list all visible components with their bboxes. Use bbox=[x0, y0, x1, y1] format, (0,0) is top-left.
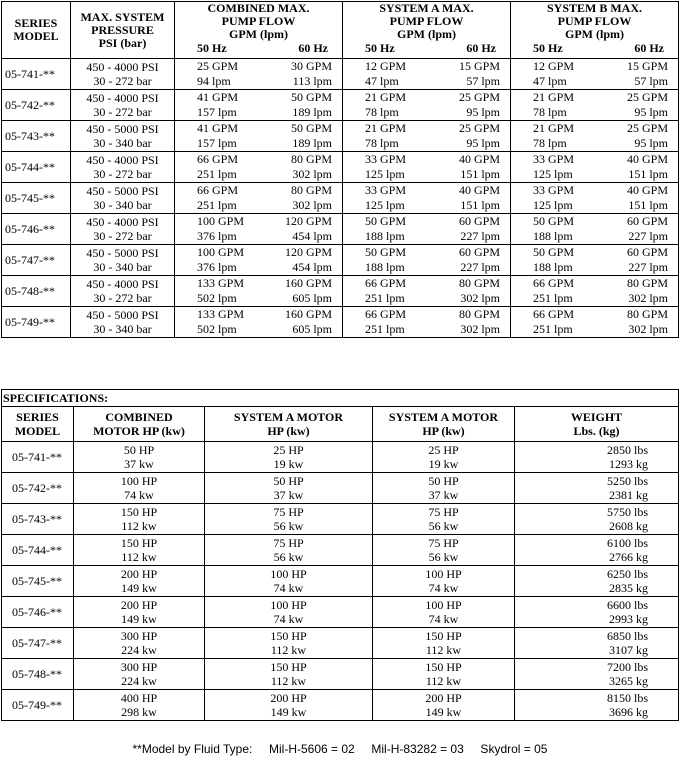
combined-flow-cell: 133 GPM 160 GPM 502 lpm 605 lpm bbox=[175, 276, 343, 307]
system-a-motor-cell: 100 HP 74 kw bbox=[205, 597, 373, 628]
fluid-type-footnote: **Model by Fluid Type: Mil-H-5606 = 02 Mil-H-83282 = 03 Skydrol = 05 bbox=[132, 742, 548, 756]
combined-motor-cell: 300 HP 224 kw bbox=[74, 659, 205, 690]
series-model-cell: 05-742-** bbox=[2, 473, 74, 504]
combined-flow-cell: 41 GPM 50 GPM 157 lpm 189 lpm bbox=[175, 121, 343, 152]
table-row bbox=[2, 566, 679, 597]
table-row bbox=[2, 59, 679, 90]
table-row bbox=[2, 90, 679, 121]
table-row bbox=[2, 183, 679, 214]
system-a-flow-cell: 33 GPM 40 GPM 125 lpm 151 lpm bbox=[343, 183, 511, 214]
table-row bbox=[2, 214, 679, 245]
table-row bbox=[2, 473, 679, 504]
system-b-flow-cell: 33 GPM 40 GPM 125 lpm 151 lpm bbox=[511, 152, 679, 183]
series-model-cell: 05-741-** bbox=[2, 442, 74, 473]
combined-motor-cell: 200 HP 149 kw bbox=[74, 597, 205, 628]
system-b-flow-cell: 21 GPM 25 GPM 78 lpm 95 lpm bbox=[511, 90, 679, 121]
pressure-cell: 450 - 4000 PSI 30 - 272 bar bbox=[71, 276, 175, 307]
system-a-motor-cell: 150 HP 112 kw bbox=[205, 659, 373, 690]
table-row bbox=[2, 276, 679, 307]
series-model-cell: 05-743-** bbox=[2, 504, 74, 535]
series-model-cell: 05-747-** bbox=[2, 245, 71, 276]
table-row bbox=[2, 659, 679, 690]
pressure-cell: 450 - 5000 PSI 30 - 340 bar bbox=[71, 121, 175, 152]
table-row bbox=[2, 535, 679, 566]
system-b-flow-cell: 21 GPM 25 GPM 78 lpm 95 lpm bbox=[511, 121, 679, 152]
system-a-motor-cell: 150 HP 112 kw bbox=[205, 628, 373, 659]
system-a-motor-cell: 75 HP 56 kw bbox=[205, 504, 373, 535]
table-row bbox=[2, 307, 679, 338]
system-a-motor-cell-2: 150 HP 112 kw bbox=[373, 659, 515, 690]
table-row bbox=[2, 597, 679, 628]
series-model-header: SERIES MODEL bbox=[2, 407, 74, 442]
system-b-flow-header: SYSTEM B MAX. PUMP FLOW GPM (lpm) 50 Hz 60 Hz bbox=[511, 2, 679, 59]
combined-motor-cell: 400 HP 298 kw bbox=[74, 690, 205, 721]
combined-motor-cell: 100 HP 74 kw bbox=[74, 473, 205, 504]
system-b-flow-cell: 66 GPM 80 GPM 251 lpm 302 lpm bbox=[511, 307, 679, 338]
pump-flow-table bbox=[1, 1, 679, 338]
system-a-motor-cell-2: 150 HP 112 kw bbox=[373, 628, 515, 659]
system-a-flow-cell: 66 GPM 80 GPM 251 lpm 302 lpm bbox=[343, 307, 511, 338]
series-model-cell: 05-749-** bbox=[2, 690, 74, 721]
combined-flow-cell: 66 GPM 80 GPM 251 lpm 302 lpm bbox=[175, 183, 343, 214]
weight-header: WEIGHT Lbs. (kg) bbox=[515, 407, 679, 442]
system-a-motor-cell: 100 HP 74 kw bbox=[205, 566, 373, 597]
system-a-motor-cell-2: 75 HP 56 kw bbox=[373, 504, 515, 535]
series-model-cell: 05-749-** bbox=[2, 307, 71, 338]
series-model-cell: 05-746-** bbox=[2, 214, 71, 245]
system-a-motor-cell: 200 HP 149 kw bbox=[205, 690, 373, 721]
table-row bbox=[2, 504, 679, 535]
series-model-cell: 05-745-** bbox=[2, 183, 71, 214]
system-a-motor-cell-2: 100 HP 74 kw bbox=[373, 566, 515, 597]
series-model-cell: 05-744-** bbox=[2, 535, 74, 566]
system-a-motor-cell-2: 50 HP 37 kw bbox=[373, 473, 515, 504]
combined-flow-cell: 133 GPM 160 GPM 502 lpm 605 lpm bbox=[175, 307, 343, 338]
combined-flow-cell: 41 GPM 50 GPM 157 lpm 189 lpm bbox=[175, 90, 343, 121]
system-b-flow-cell: 12 GPM 15 GPM 47 lpm 57 lpm bbox=[511, 59, 679, 90]
combined-flow-header: COMBINED MAX. PUMP FLOW GPM (lpm) 50 Hz 60 Hz bbox=[175, 2, 343, 59]
weight-cell: 6850 lbs 3107 kg bbox=[515, 628, 679, 659]
combined-motor-cell: 300 HP 224 kw bbox=[74, 628, 205, 659]
system-a-motor-cell-2: 25 HP 19 kw bbox=[373, 442, 515, 473]
series-model-header: SERIES MODEL bbox=[2, 2, 71, 59]
system-a-flow-cell: 12 GPM 15 GPM 47 lpm 57 lpm bbox=[343, 59, 511, 90]
table-row bbox=[2, 121, 679, 152]
max-pressure-header: MAX. SYSTEM PRESSURE PSI (bar) bbox=[71, 2, 175, 59]
system-b-flow-cell: 50 GPM 60 GPM 188 lpm 227 lpm bbox=[511, 214, 679, 245]
system-a-flow-cell: 50 GPM 60 GPM 188 lpm 227 lpm bbox=[343, 245, 511, 276]
combined-motor-cell: 200 HP 149 kw bbox=[74, 566, 205, 597]
system-a-motor-cell: 50 HP 37 kw bbox=[205, 473, 373, 504]
pressure-cell: 450 - 4000 PSI 30 - 272 bar bbox=[71, 90, 175, 121]
system-a-motor-cell: 25 HP 19 kw bbox=[205, 442, 373, 473]
series-model-cell: 05-741-** bbox=[2, 59, 71, 90]
system-a-motor-cell-2: 200 HP 149 kw bbox=[373, 690, 515, 721]
combined-flow-cell: 100 GPM 120 GPM 376 lpm 454 lpm bbox=[175, 245, 343, 276]
flow-header-row bbox=[2, 2, 679, 59]
system-b-flow-cell: 50 GPM 60 GPM 188 lpm 227 lpm bbox=[511, 245, 679, 276]
weight-cell: 6600 lbs 2993 kg bbox=[515, 597, 679, 628]
series-model-cell: 05-748-** bbox=[2, 659, 74, 690]
spec-header-row bbox=[2, 407, 679, 442]
system-a-flow-cell: 50 GPM 60 GPM 188 lpm 227 lpm bbox=[343, 214, 511, 245]
series-model-cell: 05-742-** bbox=[2, 90, 71, 121]
system-a-flow-cell: 66 GPM 80 GPM 251 lpm 302 lpm bbox=[343, 276, 511, 307]
system-a-motor-cell-2: 75 HP 56 kw bbox=[373, 535, 515, 566]
pressure-cell: 450 - 5000 PSI 30 - 340 bar bbox=[71, 183, 175, 214]
combined-motor-cell: 150 HP 112 kw bbox=[74, 504, 205, 535]
combined-flow-cell: 25 GPM 30 GPM 94 lpm 113 lpm bbox=[175, 59, 343, 90]
table-row bbox=[2, 442, 679, 473]
combined-motor-cell: 150 HP 112 kw bbox=[74, 535, 205, 566]
pressure-cell: 450 - 5000 PSI 30 - 340 bar bbox=[71, 245, 175, 276]
system-a-flow-header: SYSTEM A MAX. PUMP FLOW GPM (lpm) 50 Hz 60 Hz bbox=[343, 2, 511, 59]
series-model-cell: 05-745-** bbox=[2, 566, 74, 597]
pressure-cell: 450 - 4000 PSI 30 - 272 bar bbox=[71, 152, 175, 183]
weight-cell: 6100 lbs 2766 kg bbox=[515, 535, 679, 566]
table-row bbox=[2, 152, 679, 183]
table-row bbox=[2, 245, 679, 276]
combined-flow-cell: 66 GPM 80 GPM 251 lpm 302 lpm bbox=[175, 152, 343, 183]
weight-cell: 8150 lbs 3696 kg bbox=[515, 690, 679, 721]
system-a-flow-cell: 21 GPM 25 GPM 78 lpm 95 lpm bbox=[343, 121, 511, 152]
combined-flow-cell: 100 GPM 120 GPM 376 lpm 454 lpm bbox=[175, 214, 343, 245]
series-model-cell: 05-743-** bbox=[2, 121, 71, 152]
table-row bbox=[2, 690, 679, 721]
combined-motor-header: COMBINED MOTOR HP (kw) bbox=[74, 407, 205, 442]
table-row bbox=[2, 628, 679, 659]
system-a-motor-header: SYSTEM A MOTOR HP (kw) bbox=[205, 407, 373, 442]
series-model-cell: 05-748-** bbox=[2, 276, 71, 307]
weight-cell: 5750 lbs 2608 kg bbox=[515, 504, 679, 535]
series-model-cell: 05-747-** bbox=[2, 628, 74, 659]
pressure-cell: 450 - 4000 PSI 30 - 272 bar bbox=[71, 59, 175, 90]
weight-cell: 6250 lbs 2835 kg bbox=[515, 566, 679, 597]
weight-cell: 2850 lbs 1293 kg bbox=[515, 442, 679, 473]
system-b-flow-cell: 66 GPM 80 GPM 251 lpm 302 lpm bbox=[511, 276, 679, 307]
system-a-flow-cell: 21 GPM 25 GPM 78 lpm 95 lpm bbox=[343, 90, 511, 121]
system-a-motor-header-2: SYSTEM A MOTOR HP (kw) bbox=[373, 407, 515, 442]
system-a-motor-cell: 75 HP 56 kw bbox=[205, 535, 373, 566]
specifications-table bbox=[1, 389, 679, 721]
system-b-flow-cell: 33 GPM 40 GPM 125 lpm 151 lpm bbox=[511, 183, 679, 214]
pressure-cell: 450 - 4000 PSI 30 - 272 bar bbox=[71, 214, 175, 245]
weight-cell: 7200 lbs 3265 kg bbox=[515, 659, 679, 690]
weight-cell: 5250 lbs 2381 kg bbox=[515, 473, 679, 504]
pressure-cell: 450 - 5000 PSI 30 - 340 bar bbox=[71, 307, 175, 338]
series-model-cell: 05-746-** bbox=[2, 597, 74, 628]
series-model-cell: 05-744-** bbox=[2, 152, 71, 183]
combined-motor-cell: 50 HP 37 kw bbox=[74, 442, 205, 473]
specifications-title: SPECIFICATIONS: bbox=[2, 390, 679, 407]
system-a-flow-cell: 33 GPM 40 GPM 125 lpm 151 lpm bbox=[343, 152, 511, 183]
system-a-motor-cell-2: 100 HP 74 kw bbox=[373, 597, 515, 628]
